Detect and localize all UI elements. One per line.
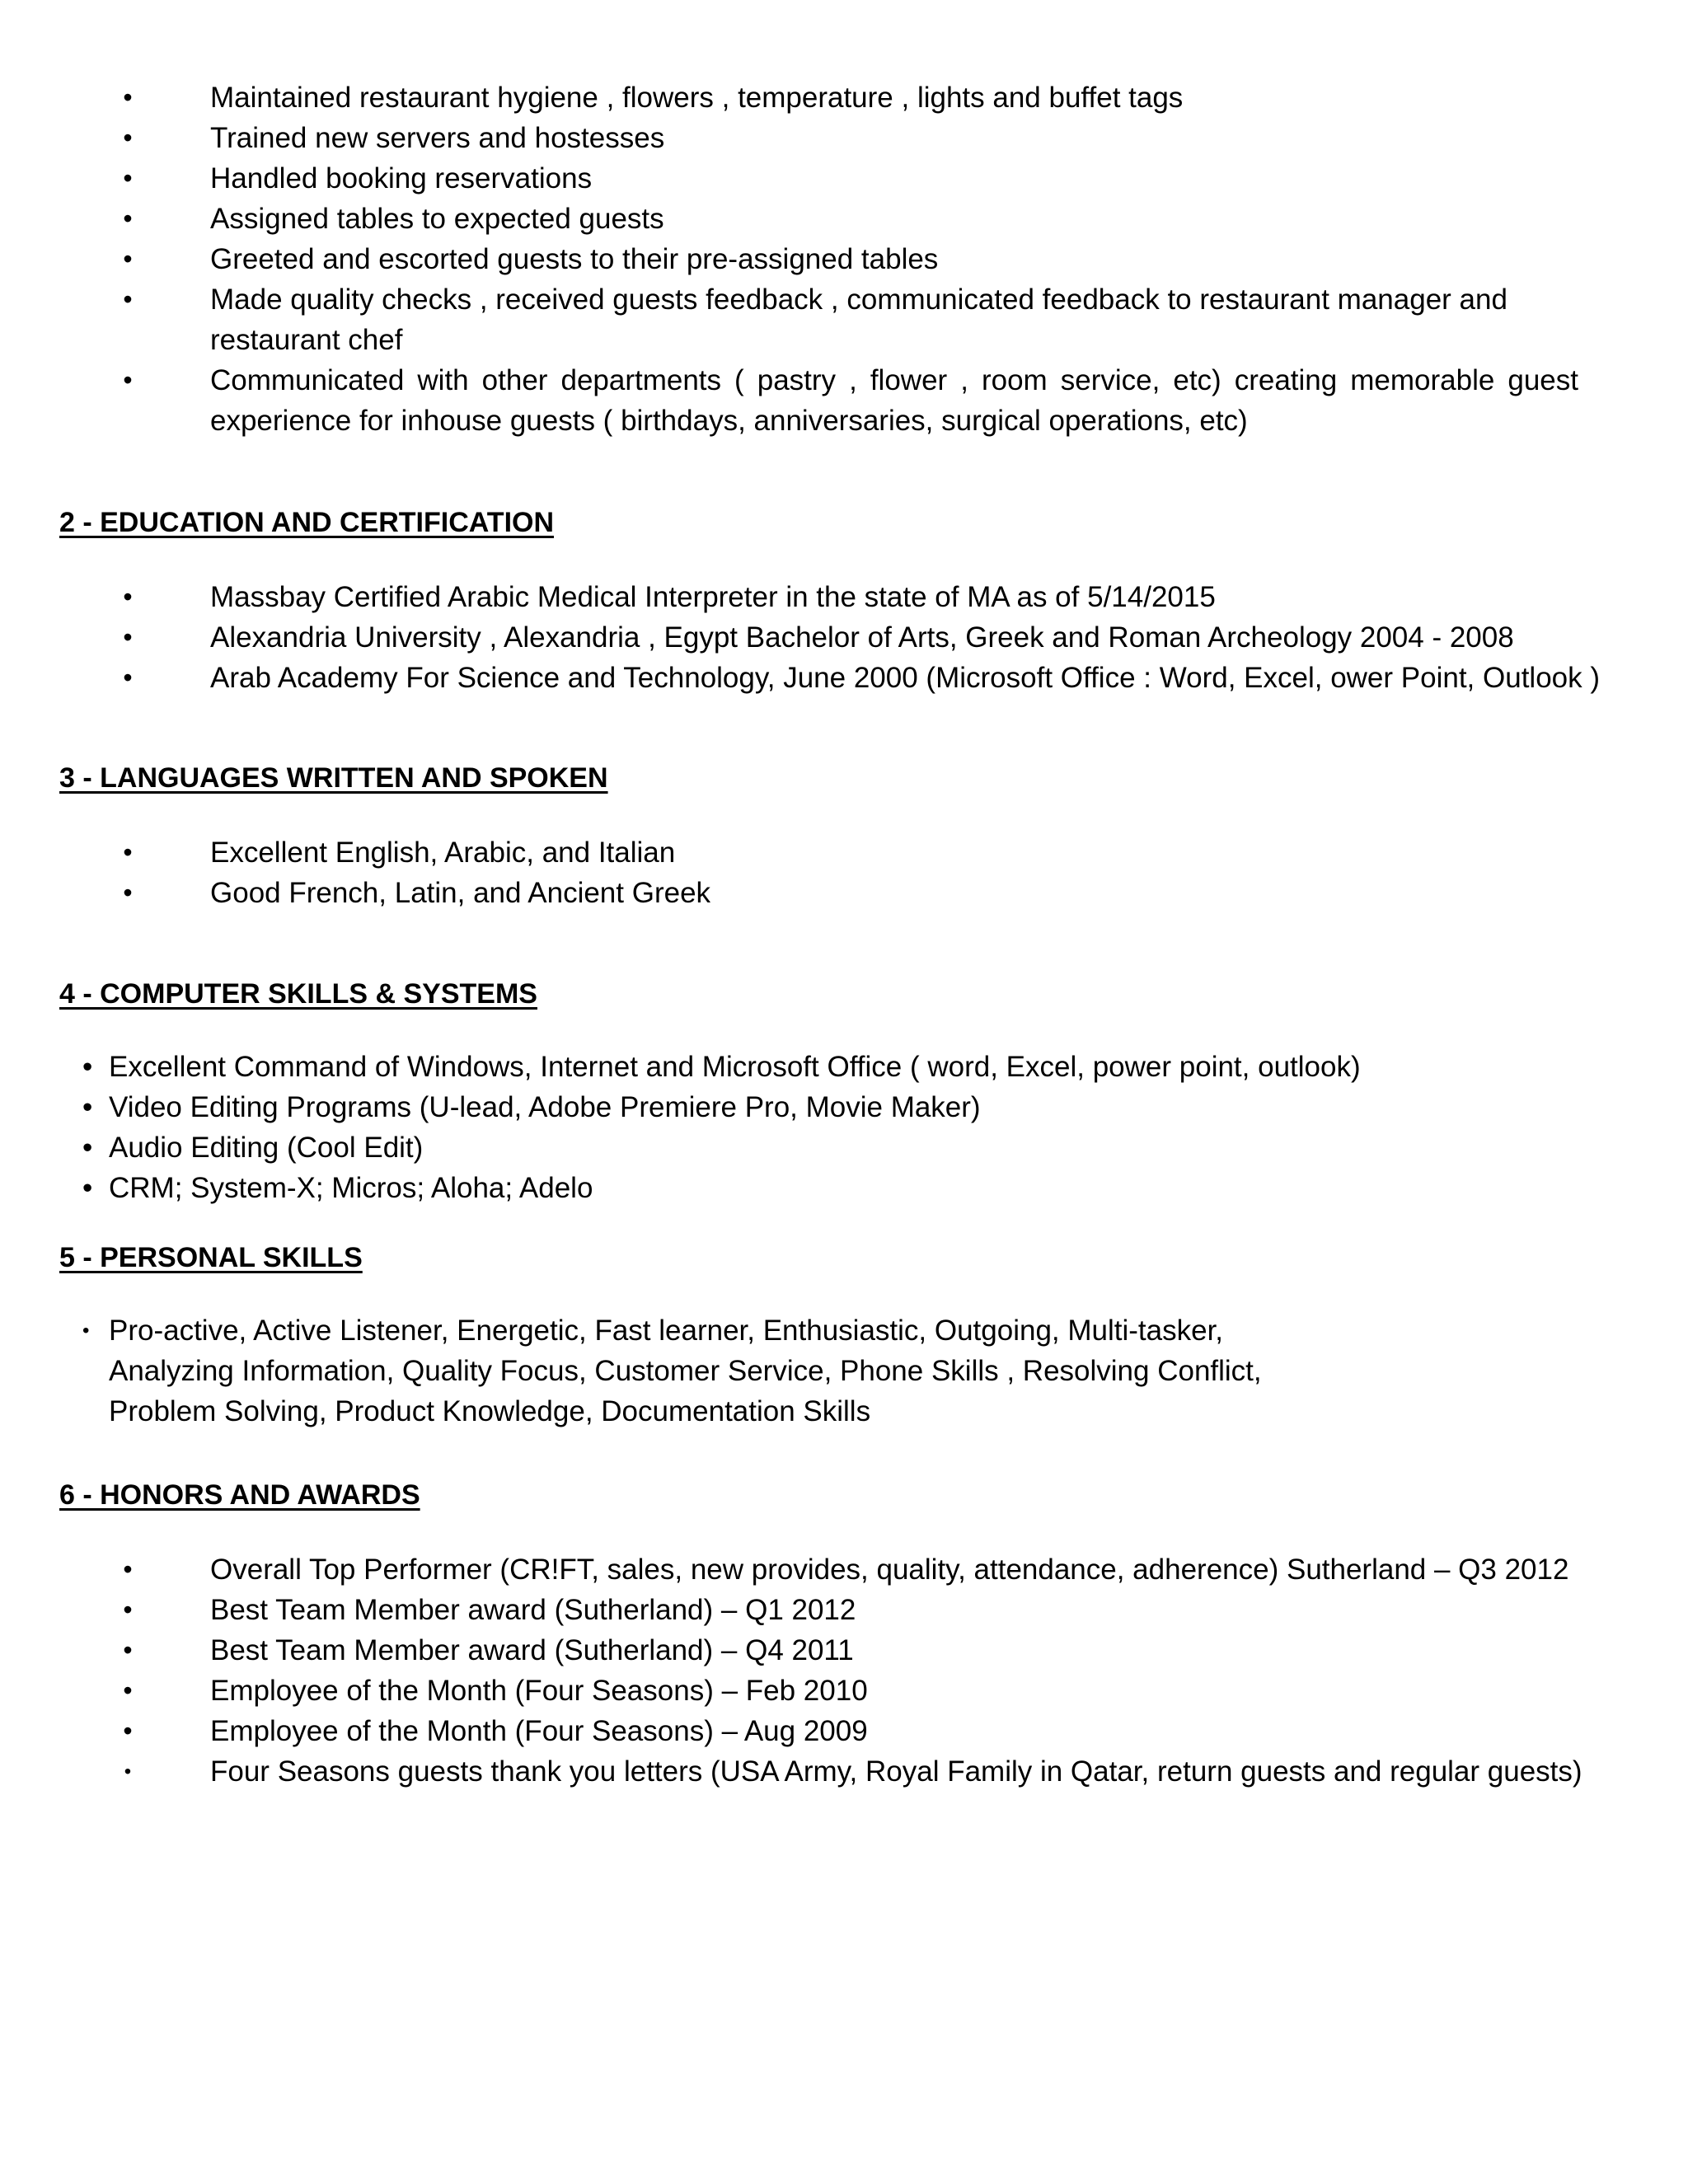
languages-list bbox=[111, 832, 710, 913]
bullet-icon: • bbox=[82, 1051, 93, 1083]
list-item: • Massbay Certified Arabic Medical Interpreter in the state of MA as of 5/14/2015 bbox=[111, 577, 1600, 617]
bullet-icon: • bbox=[123, 82, 133, 112]
bullet-icon: • bbox=[123, 878, 133, 907]
list-item: • Arab Academy For Science and Technology, June 2000 (Microsoft Office : Word, Excel, ower Point, Outlook ) bbox=[111, 658, 1600, 698]
honors-list bbox=[111, 1549, 1582, 1792]
list-item: • Excellent English, Arabic, and Italian bbox=[111, 832, 710, 873]
bullet-icon: • bbox=[82, 1091, 93, 1123]
list-item: • Trained new servers and hostesses bbox=[111, 118, 1688, 158]
bullet-icon: • bbox=[124, 1760, 132, 1783]
list-item: • Best Team Member award (Sutherland) – Q4 2011 bbox=[111, 1630, 1582, 1671]
list-item: • Good French, Latin, and Ancient Greek bbox=[111, 873, 710, 913]
list-item: • Assigned tables to expected guests bbox=[111, 199, 1688, 239]
list-item: • Greeted and escorted guests to their pre-assigned tables bbox=[111, 239, 1688, 279]
computer-skills-heading: 4 - COMPUTER SKILLS & SYSTEMS bbox=[59, 978, 537, 1010]
list-item: • Maintained restaurant hygiene , flowers , temperature , lights and buffet tags bbox=[111, 77, 1688, 118]
personal-skills-list bbox=[82, 1310, 1262, 1432]
bullet-icon: • bbox=[123, 1635, 133, 1665]
list-item: • Communicated with other departments ( pastry , flower , room service, etc) creating memorable guest experience for inhouse guests ( birthdays, anniversaries, surgical operations, etc) bbox=[111, 360, 1688, 441]
list-item: • Made quality checks , received guests feedback , communicated feedback to restaurant manager and restaurant chef bbox=[111, 279, 1688, 360]
list-item: • Handled booking reservations bbox=[111, 158, 1688, 199]
bullet-icon: • bbox=[123, 284, 133, 314]
education-list bbox=[111, 577, 1600, 698]
bullet-icon: • bbox=[123, 204, 133, 233]
personal-skills-heading: 5 - PERSONAL SKILLS bbox=[59, 1242, 363, 1273]
education-heading: 2 - EDUCATION AND CERTIFICATION bbox=[59, 507, 555, 538]
list-item: • Video Editing Programs (U-lead, Adobe Premiere Pro, Movie Maker) bbox=[82, 1087, 1361, 1127]
bullet-icon: • bbox=[82, 1172, 93, 1204]
bullet-icon: • bbox=[123, 1716, 133, 1746]
list-item: • Best Team Member award (Sutherland) – Q1 2012 bbox=[111, 1590, 1582, 1630]
list-item: • Pro-active, Active Listener, Energetic, Fast learner, Enthusiastic, Outgoing, Multi-tasker, Analyzing Information, Quality Focus, Customer Service, Phone Skills , Resolving Conflict, Problem Solving, Product Knowledge, Documentation Skills bbox=[82, 1310, 1262, 1432]
bullet-icon: • bbox=[123, 1675, 133, 1705]
bullet-icon: • bbox=[82, 1132, 93, 1164]
list-item: • Excellent Command of Windows, Internet and Microsoft Office ( word, Excel, power point, outlook) bbox=[82, 1047, 1361, 1087]
bullet-icon: • bbox=[123, 365, 133, 395]
list-item: • Alexandria University , Alexandria , Egypt Bachelor of Arts, Greek and Roman Archeology 2004 - 2008 bbox=[111, 617, 1600, 658]
list-item: • Employee of the Month (Four Seasons) – Aug 2009 bbox=[111, 1711, 1582, 1751]
bullet-icon: • bbox=[123, 123, 133, 152]
bullet-icon: • bbox=[82, 1319, 90, 1342]
honors-heading: 6 - HONORS AND AWARDS bbox=[59, 1479, 420, 1511]
list-item: • CRM; System-X; Micros; Aloha; Adelo bbox=[82, 1168, 1361, 1208]
experience-bullet-list bbox=[111, 77, 1688, 441]
bullet-icon: • bbox=[123, 244, 133, 274]
computer-skills-list bbox=[82, 1047, 1361, 1208]
bullet-icon: • bbox=[123, 582, 133, 612]
bullet-icon: • bbox=[123, 837, 133, 867]
list-item: • Audio Editing (Cool Edit) bbox=[82, 1127, 1361, 1168]
bullet-icon: • bbox=[123, 663, 133, 692]
languages-heading: 3 - LANGUAGES WRITTEN AND SPOKEN bbox=[59, 762, 608, 794]
bullet-icon: • bbox=[123, 1554, 133, 1584]
bullet-icon: • bbox=[123, 622, 133, 652]
bullet-icon: • bbox=[123, 1595, 133, 1624]
list-item: • Overall Top Performer (CR!FT, sales, new provides, quality, attendance, adherence) Sutherland – Q3 2012 bbox=[111, 1549, 1582, 1590]
bullet-icon: • bbox=[123, 163, 133, 193]
list-item: • Employee of the Month (Four Seasons) – Feb 2010 bbox=[111, 1671, 1582, 1711]
list-item: • Four Seasons guests thank you letters (USA Army, Royal Family in Qatar, return guests and regular guests) bbox=[111, 1751, 1582, 1792]
